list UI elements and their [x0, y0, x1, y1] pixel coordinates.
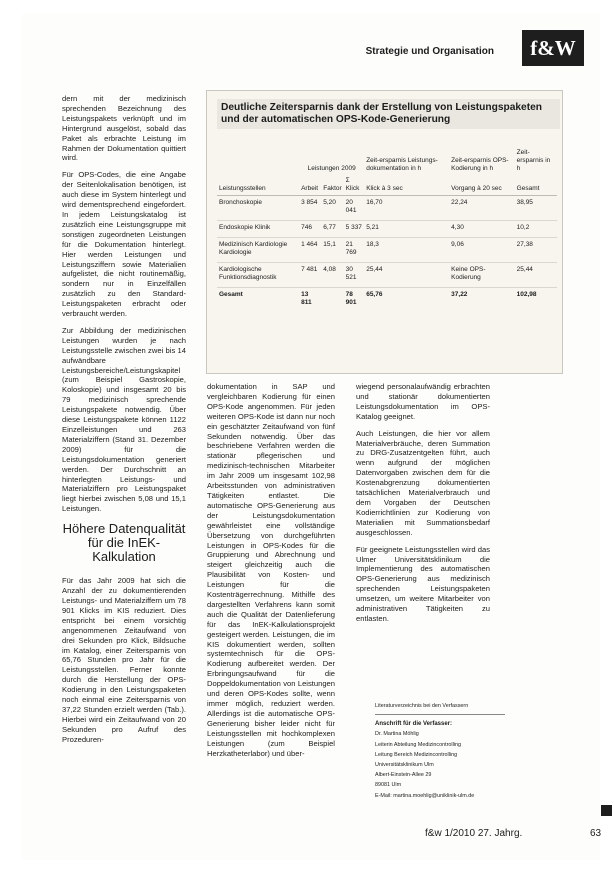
- literature-note: Literaturverzeichnis bei den Verfassern: [375, 703, 505, 715]
- cell-klicks: 78 901: [345, 291, 357, 306]
- group-ersparnis-ops: Zeit-ersparnis OPS-Kodierung in h: [451, 157, 509, 172]
- cell-stelle: Bronchoskopie: [217, 196, 299, 221]
- cell-klick: 65,76: [366, 291, 383, 298]
- paragraph: Für OPS-Codes, die eine Angabe der Seitenlokalisation benötigen, ist auch diese im System hinterlegt und wird dementsprechend eingefordert. In jedem Leistungskatalog ist zusätzlich eine Leistungsgruppe mit sonstigen zugeordneten Leistungen für die Dokumentation hinterlegt. Hier werden Leistungen und Leistungsziffern sowie Materialien aufgelistet, die nicht routinemäßig, sondern nur in Einzelfällen zusätzlich zu den Standard-Leistungspaketen erbracht oder verbraucht werden.: [62, 170, 186, 319]
- paragraph: Für das Jahr 2009 hat sich die Anzahl der zu dokumentierenden Leistungs- und Materialziffern um 78 901 Klicks im KIS reduziert. Dies entspricht bei einem vorsichtig angenommenen Zeitaufwand von drei Sekunden pro Klick, Bildsuche im Katalog, einer Zeitersparnis von 65,76 Stunden pro Jahr für die Leistungsstellen. Ferner konnte durch die Herstellung der OPS-Kodierung in den Leistungspaketen noch einmal eine Zeitersparnis von 37,22 Stunden erzielt werden (Tab.). Hierbei wird ein Zeitaufwand von 20 Sekunden pro Aufruf des Prozeduren-: [62, 576, 186, 744]
- group-ersparnis-gesamt: Zeit-ersparnis in h: [516, 149, 551, 172]
- table-title: Deutliche Zeitersparnis dank der Erstellung von Leistungspaketen und der automatischen OPS-Kode-Generierung: [217, 99, 560, 129]
- cell-klicks: 30 521: [344, 263, 365, 288]
- cell-vorgang: Keine OPS-Kodierung: [449, 263, 515, 288]
- address-line: Albert-Einstein-Allee 29: [375, 772, 432, 779]
- col-header-gesamt: Gesamt: [516, 185, 540, 192]
- cell-gesamt: 102,98: [516, 291, 537, 298]
- paragraph: Für geeignete Leistungsstellen wird das Ulmer Universitätsklinikum die Implementierung des automatischen OPS-Generierung aus medizinisch sprechenden Leistungspaketen umsetzen, um weitere Mitarbeiter von administrativen Tätigkeiten zu entlasten.: [356, 544, 490, 623]
- table-group-header: [217, 147, 557, 175]
- address-line: 89081 Ulm: [375, 782, 402, 789]
- address-line: Leitung Bereich Medizincontrolling: [375, 751, 458, 758]
- col-header-vorgang: Vorgang à 20 sec: [451, 185, 502, 192]
- savings-table-box: [206, 90, 563, 374]
- page-number: 63: [590, 828, 602, 839]
- cell-arbeit: 3 854: [299, 196, 321, 221]
- cell-gesamt: 27,38: [515, 238, 557, 263]
- table-row: [217, 196, 557, 221]
- cell-gesamt: 25,44: [515, 263, 557, 288]
- cell-klick: 18,3: [364, 238, 449, 263]
- running-header: [22, 14, 600, 66]
- cell-klick: 25,44: [364, 263, 449, 288]
- author-info-box: [375, 703, 505, 803]
- cell-klick: 16,70: [364, 196, 449, 221]
- page: [22, 14, 600, 860]
- cell-gesamt: 38,95: [515, 196, 557, 221]
- cell-gesamt: 10,2: [515, 221, 557, 238]
- cell-faktor: [321, 288, 343, 313]
- cell-faktor: 5,20: [321, 196, 343, 221]
- col-header-klick-sek: Klick à 3 sec: [366, 185, 403, 192]
- table-column-header: [217, 175, 557, 196]
- address-heading: Anschrift für die Verfasser:: [375, 721, 453, 728]
- table-row: [217, 263, 557, 288]
- address-line: Universitätsklinikum Ulm: [375, 762, 434, 769]
- col-header-faktor: Faktor: [323, 185, 342, 192]
- cell-arbeit: 7 481: [299, 263, 321, 288]
- cell-klick: 5,21: [364, 221, 449, 238]
- table-total-row: [217, 288, 557, 313]
- cell-vorgang: 22,24: [449, 196, 515, 221]
- col-header-klicks: Σ Klick: [345, 177, 360, 192]
- paragraph: dokumentation in SAP und vergleichbaren Kodierung für einen OPS-Kode angenommen. Für jeden weiteren OPS-Kode ist dann nur noch ein geschätzter Zeitaufwand von fünf Sekunden notwendig. Über das beschriebene Verfahren werden die stationär pflegerischen und medizinisch-technischen Mitarbeiter im Jahr 2009 um insgesamt 102,98 Arbeitsstunden von administrativen Tätigkeiten entlastet. Die automatische OPS-Generierung aus der Leistungsdokumentation gewährleistet eine vollständige Übersetzung von durchgeführten Leistungen in OPS-Kodes für die Gruppierung und Abrechnung und steigert gleichzeitig auch die Plausibilität von Kosten- und Leistungen für die Kostenträgerrechnung. Mithilfe des dargestellten Verfahrens kann somit auch die Qualität der Datenlieferung für das InEK-Kalkulationsprojekt gesteigert werden. Leistungen, die im KIS dokumentiert werden, sollten systemtechnisch für die OPS-Kodierung aufbereitet werden. Der Erbringungsaufwand für die Doppeldokumentation von Leistungen und deren OPS-Kodes sollte, wenn immer möglich, reduziert werden. Allerdings ist die automatische OPS-Generierung bisher leider nicht für Leistungsstellen mit hochkomplexen Leistungen (zum Beispiel Herzkatheterlabor) und über-: [207, 382, 335, 758]
- address-line: Leiterin Abteilung Medizincontrolling: [375, 741, 462, 748]
- cell-klicks: 20 041: [344, 196, 365, 221]
- group-2009: Leistungen 2009: [307, 165, 356, 172]
- cell-faktor: 6,77: [321, 221, 343, 238]
- cell-arbeit: 1 464: [299, 238, 321, 263]
- journal-logo: f&W: [522, 30, 584, 66]
- cell-klicks: 21 769: [344, 238, 365, 263]
- paragraph: Zur Abbildung der medizinischen Leistungen wurden je nach Leistungsstelle zwischen zwei bis 14 aufwändbare Leistungsbereiche/Leistungskapitel (zum Beispiel Gastroskopie, Koloskopie) und insgesamt 20 bis 79 medizinisch sprechende Leistungspakete notwendig. Über diese Leistungspakete können 1122 Einzelleistungen und 263 Materialziffern (Stand 31. Dezember 2009) für die Leistungsdokumentation generiert werden. Der Durchschnitt an hinterlegten Leistungs- und Materialziffern pro Leistungspaket liegt hierbei zwischen 5,08 und 15,1 Leistungen.: [62, 325, 186, 514]
- cell-stelle: Endoskopie Klinik: [217, 221, 299, 238]
- cell-arbeit: 13 811: [301, 291, 312, 306]
- footer-journal: f&w 1/2010 27. Jahrg.: [425, 828, 523, 839]
- cell-vorgang: 9,06: [449, 238, 515, 263]
- group-ersparnis-doku: Zeit-ersparnis Leistungs-dokumentation in h: [366, 157, 438, 172]
- cell-stelle: Gesamt: [219, 291, 243, 298]
- cell-vorgang: 37,22: [451, 291, 468, 298]
- address-line: Dr. Martina Möhlig: [375, 731, 419, 738]
- email-line: E-Mail: martina.moehlig@uniklinik-ulm.de: [375, 792, 475, 799]
- cell-faktor: 4,08: [321, 263, 343, 288]
- col-header-stelle: Leistungsstellen: [219, 185, 266, 192]
- paragraph: dern mit der medizinisch sprechenden Bezeichnung des Leistungspakets verknüpft und im Hintergrund ausgelöst, sobald das Paket als erbrachte Leistung im Rahmen der Dokumentation quittiert wird.: [62, 94, 186, 163]
- cell-arbeit: 746: [299, 221, 321, 238]
- paragraph: Auch Leistungen, die hier vor allem Materialverbräuche, deren Summation zu DRG-Zusatzentgelten führt, auch wenn aufgrund der möglichen Datenvorgaben zwischen dem für die Kostenabgrenzung dokumentierten tatsächlichen Materialverbrauch und dem Vorgaben der Deutschen Kodierrichtlinien zur Kodierung von Materialien mit Summationsbedarf ausgeschlossen.: [356, 428, 490, 537]
- end-of-article-marker: [601, 805, 612, 816]
- table-row: [217, 238, 557, 263]
- text-column-3: [356, 382, 490, 631]
- text-column-1: [62, 94, 186, 752]
- savings-table: [217, 147, 557, 312]
- section-heading: Höhere Datenqualität für die InEK-Kalkulation: [62, 521, 186, 565]
- cell-klicks: 5 337: [344, 221, 365, 238]
- section-label: Strategie und Organisation: [365, 46, 494, 57]
- paragraph: wiegend personalaufwändig erbrachten und stationär dokumentierten Leistungsdokumentation im OPS-Katalog geeignet.: [356, 382, 490, 421]
- text-column-2: [207, 382, 335, 765]
- table-row: [217, 221, 557, 238]
- col-header-arbeit: Arbeit: [301, 185, 319, 192]
- cell-stelle: Medizinisch Kardiologie Kardiologie: [217, 238, 299, 263]
- cell-faktor: 15,1: [321, 238, 343, 263]
- cell-stelle: Kardiologische Funktionsdiagnostik: [217, 263, 299, 288]
- cell-vorgang: 4,30: [449, 221, 515, 238]
